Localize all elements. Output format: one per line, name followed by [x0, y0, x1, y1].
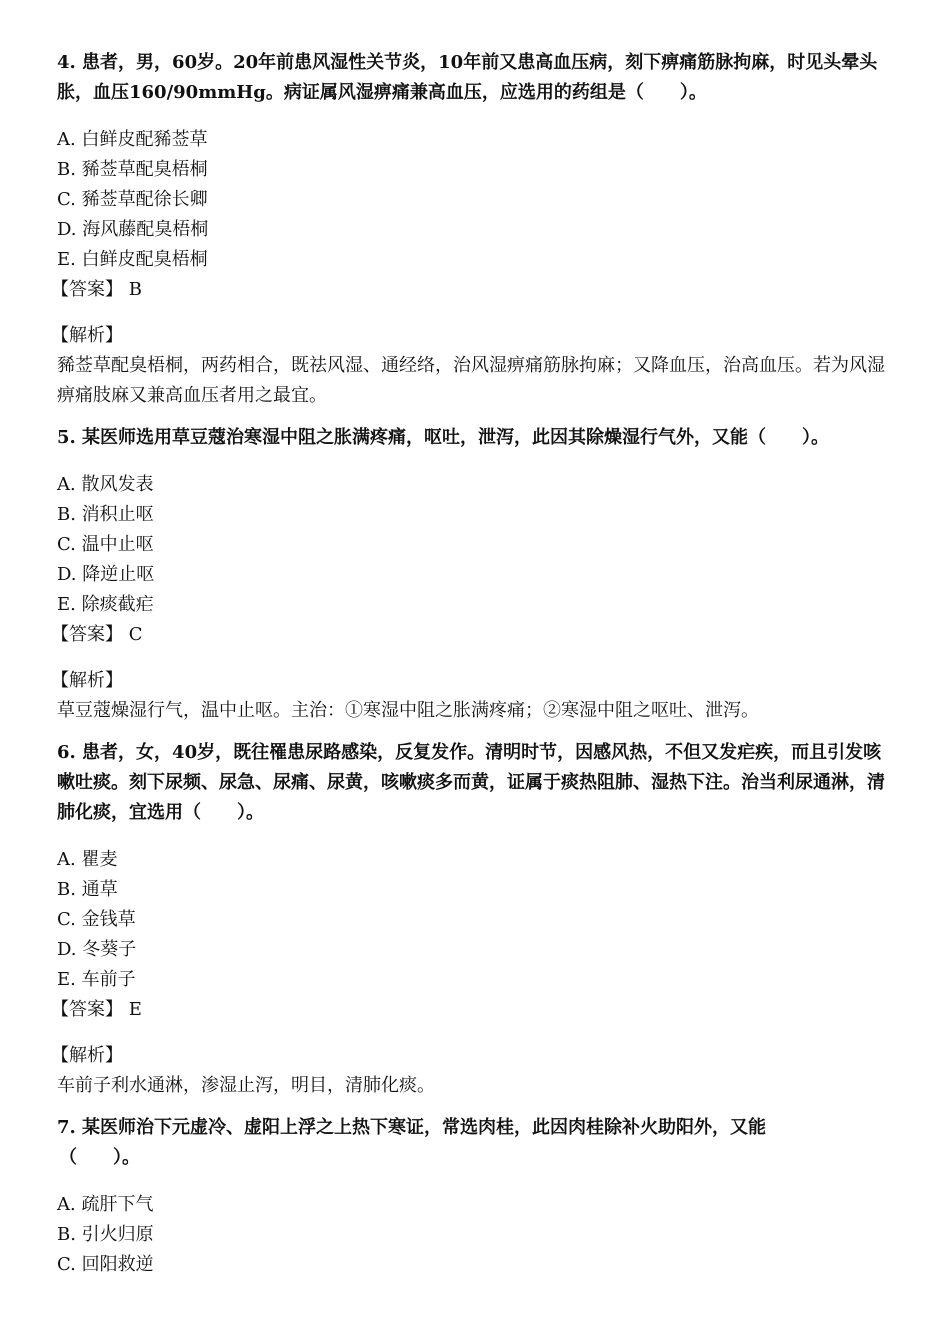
option-e: E. 车前子: [57, 969, 136, 990]
option-b: B. 引火归原: [57, 1224, 154, 1245]
analysis-text: 车前子利水通淋，渗湿止泻，明目，清肺化痰。: [57, 1075, 435, 1096]
answer: 【答案】 E: [51, 999, 142, 1020]
question-stem-line-2: （ ）。: [59, 1147, 140, 1168]
option-a: A. 散风发表: [57, 474, 154, 495]
answer: 【答案】 C: [51, 624, 143, 645]
option-b: B. 消积止呕: [57, 504, 154, 525]
option-d: D. 海风藤配臭梧桐: [57, 219, 209, 240]
question-6: [51, 738, 887, 1101]
option-a: A. 白鲜皮配豨莶草: [57, 129, 208, 150]
option-c: C. 金钱草: [57, 909, 136, 930]
analysis-heading: 【解析】: [51, 1045, 123, 1066]
analysis-heading: 【解析】: [51, 670, 123, 691]
options-list: [57, 845, 887, 995]
answer: 【答案】 B: [51, 279, 142, 300]
question-stem: 5. 某医师选用草豆蔻治寒湿中阻之胀满疼痛，呕吐，泄泻，此因其除燥湿行气外，又能（ ）。: [57, 427, 830, 448]
option-b: B. 豨莶草配臭梧桐: [57, 159, 208, 180]
option-a: A. 疏肝下气: [57, 1194, 154, 1215]
option-d: D. 降逆止呕: [57, 564, 155, 585]
analysis-heading: 【解析】: [51, 325, 123, 346]
analysis-text: 草豆蔻燥湿行气，温中止呕。主治：①寒湿中阻之胀满疼痛；②寒湿中阻之呕吐、泄泻。: [57, 700, 759, 721]
option-e: E. 除痰截疟: [57, 594, 154, 615]
option-c: C. 豨莶草配徐长卿: [57, 189, 208, 210]
question-stem: 4. 患者，男，60岁。20年前患风湿性关节炎，10年前又患高血压病，刻下痹痛筋脉拘麻，时见头晕头胀，血压160/90mmHg。病证属风湿痹痛兼高血压，应选用的药组是（ ）。: [57, 52, 878, 103]
option-b: B. 通草: [57, 879, 118, 900]
question-4: [51, 48, 887, 411]
option-d: D. 冬葵子: [57, 939, 137, 960]
question-stem-line-1: 7. 某医师治下元虚冷、虚阳上浮之上热下寒证，常选肉桂，此因肉桂除补火助阳外，又能: [57, 1117, 767, 1138]
option-c: C. 温中止呕: [57, 534, 154, 555]
option-e: E. 白鲜皮配臭梧桐: [57, 249, 208, 270]
options-list: [57, 1190, 887, 1280]
question-5: [51, 423, 887, 726]
options-list: [57, 125, 887, 275]
analysis-text: 豨莶草配臭梧桐，两药相合，既祛风湿、通经络，治风湿痹痛筋脉拘麻；又降血压，治高血压。若为风湿痹痛肢麻又兼高血压者用之最宜。: [57, 355, 885, 406]
option-c: C. 回阳救逆: [57, 1254, 154, 1275]
question-7: [57, 1113, 887, 1280]
question-stem: 6. 患者，女，40岁，既往罹患尿路感染，反复发作。清明时节，因感风热，不但又发疟疾，而且引发咳嗽吐痰。刻下尿频、尿急、尿痛、尿黄，咳嗽痰多而黄，证属于痰热阻肺、湿热下注。治当利尿通淋，清肺化痰，宜选用（ ）。: [57, 742, 885, 823]
options-list: [57, 470, 887, 620]
option-a: A. 瞿麦: [57, 849, 118, 870]
